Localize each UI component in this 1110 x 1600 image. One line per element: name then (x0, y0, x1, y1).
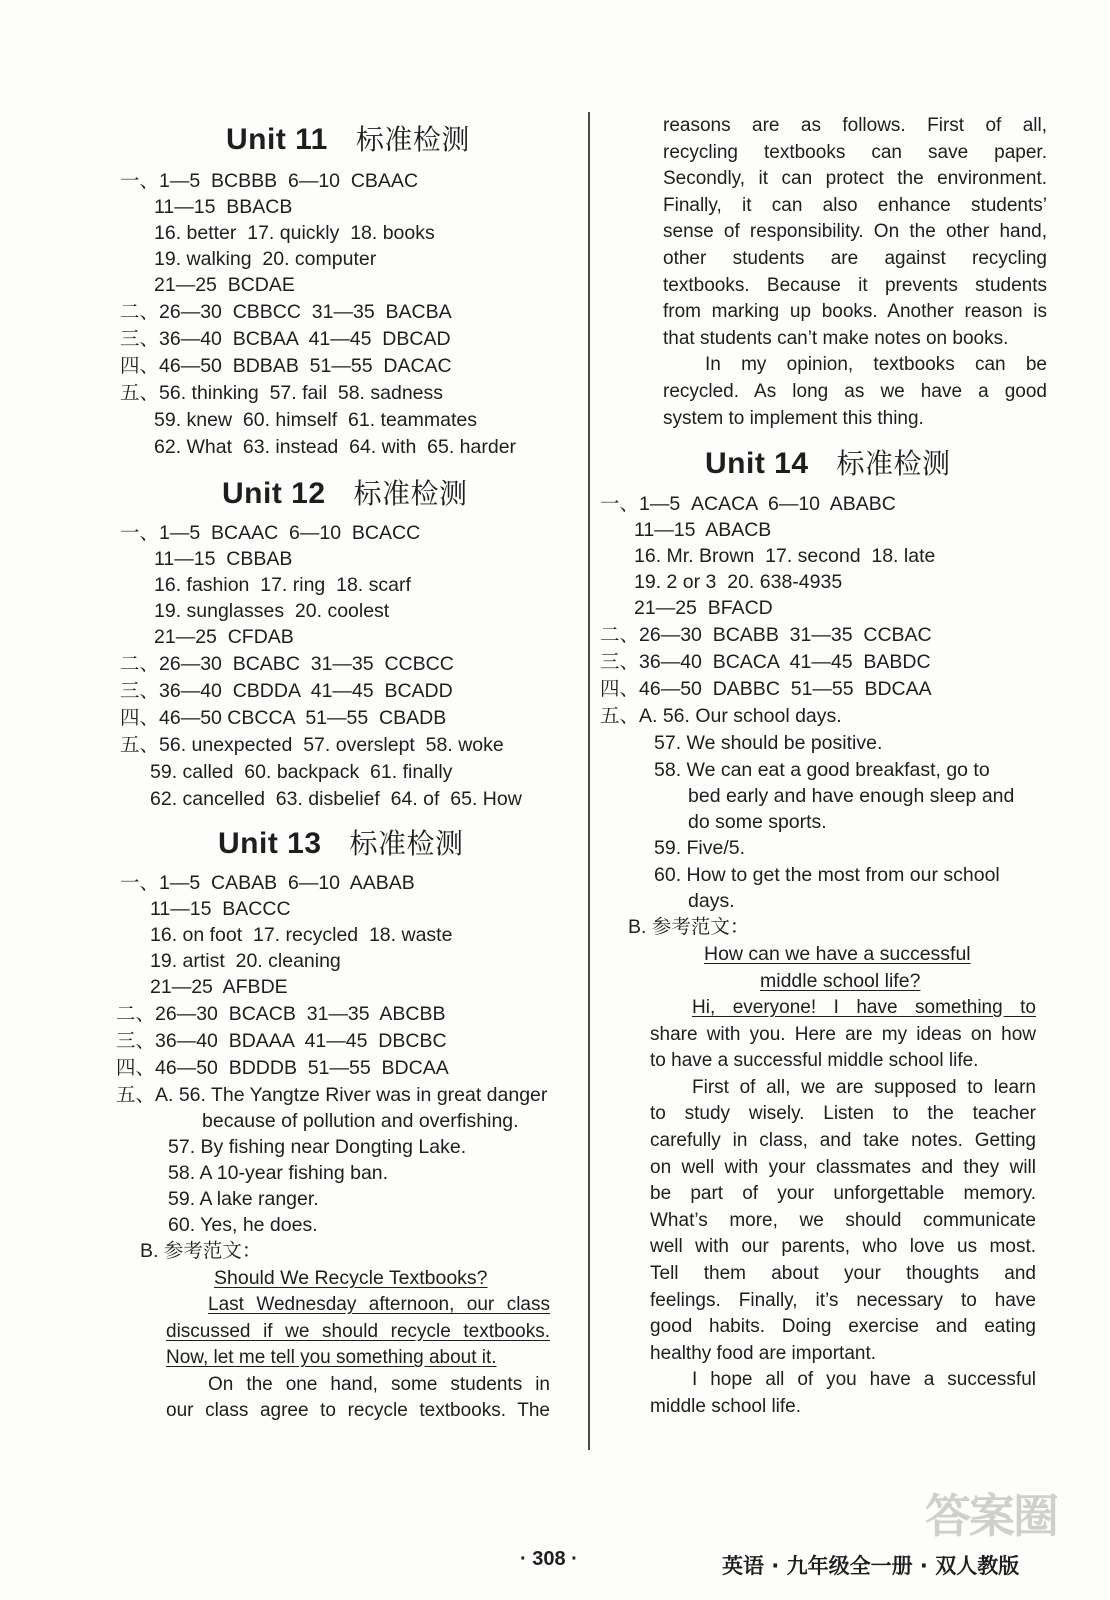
answer-line: 58. A 10-year fishing ban. (168, 1162, 389, 1184)
essay-line: I hope all of you have a successful (692, 1369, 1036, 1391)
answer-line: 11—15 BACCC (150, 898, 291, 920)
answer-line: 五、A. 56. Our school days. (600, 705, 842, 727)
answer-line: 一、1—5 BCBBB 6—10 CBAAC (120, 170, 419, 192)
essay-title: middle school life? (760, 970, 921, 992)
unit12-title: Unit 12 标准检测 (222, 477, 468, 510)
answer-line: days. (688, 890, 735, 912)
unit11-title: Unit 11 标准检测 (226, 123, 470, 156)
essay-label: B. 参考范文： (140, 1240, 262, 1262)
essay-continuation (663, 113, 1047, 432)
essay-title: Should We Recycle Textbooks? (214, 1267, 488, 1289)
answer-line: 58. We can eat a good breakfast, go to (654, 759, 990, 781)
answer-line: 11—15 CBBAB (154, 548, 293, 570)
answer-line: 11—15 ABACB (634, 519, 772, 541)
essay-line: to study wisely. Listen to the teacher (650, 1103, 1036, 1125)
answer-line: 二、26—30 BCABC 31—35 CCBCC (120, 653, 454, 675)
answer-line: 四、46—50 DABBC 51—55 BDCAA (600, 678, 932, 700)
column-divider (588, 112, 590, 1450)
answer-line: 一、1—5 ACACA 6—10 ABABC (600, 493, 896, 515)
answer-line: do some sports. (688, 811, 827, 833)
essay-line: recycled. As long as we have a good (663, 380, 1047, 402)
essay-line: Last Wednesday afternoon, our class (208, 1294, 550, 1315)
answer-line: 16. better 17. quickly 18. books (154, 222, 435, 244)
essay-line: middle school life. (650, 1395, 802, 1417)
answer-line: 三、36—40 BCBAA 41—45 DBCAD (120, 328, 451, 350)
essay-line: Now, let me tell you something about it. (166, 1347, 497, 1369)
answer-line: 62. cancelled 63. disbelief 64. of 65. How (150, 788, 522, 810)
essay-line: on well with your classmates and they will (650, 1156, 1036, 1178)
answer-line: 三、36—40 CBDDA 41—45 BCADD (120, 680, 453, 702)
answer-line: 五、A. 56. The Yangtze River was in great danger (116, 1084, 548, 1106)
essay-line: What’s more, we should communicate (650, 1209, 1036, 1231)
essay-body (650, 995, 1036, 1421)
essay-line: that students can’t make notes on books. (663, 327, 1009, 349)
answer-line: 59. Five/5. (654, 837, 746, 859)
page-number: · 308 · (520, 1548, 578, 1570)
essay-line: discussed if we should recycle textbooks. (166, 1320, 550, 1342)
answer-line: 四、46—50 BDBAB 51—55 DACAC (120, 355, 452, 377)
unit13-title: Unit 13 标准检测 (218, 827, 464, 860)
essay-line: our class agree to recycle textbooks. The (166, 1400, 550, 1422)
answer-line: 19. sunglasses 20. coolest (154, 600, 390, 622)
answer-line: 59. A lake ranger. (168, 1188, 319, 1210)
essay-line: be part of your unforgettable memory. (650, 1183, 1036, 1205)
answer-line: 16. fashion 17. ring 18. scarf (154, 574, 411, 596)
watermark-logo: 答案圈 (925, 1489, 1057, 1543)
answer-line: 57. By fishing near Dongting Lake. (168, 1136, 467, 1158)
essay-line: textbooks. Because it prevents students (663, 274, 1047, 296)
answer-line: 四、46—50 BDDDB 51—55 BDCAA (116, 1057, 449, 1079)
essay-label: B. 参考范文： (628, 916, 750, 938)
essay-line: well with our parents, who love us most. (650, 1236, 1036, 1258)
essay-line: other students are against recycling (663, 247, 1047, 269)
essay-title: How can we have a successful (704, 943, 971, 965)
answer-line: 21—25 AFBDE (150, 976, 288, 998)
answer-line: 四、46—50 CBCCA 51—55 CBADB (120, 707, 447, 729)
unit14-title: Unit 14 标准检测 (705, 447, 951, 480)
answer-line: 16. on foot 17. recycled 18. waste (150, 924, 453, 946)
essay-line: from marking up books. Another reason is (663, 301, 1047, 323)
answer-line: 一、1—5 BCAAC 6—10 BCACC (120, 522, 421, 544)
answer-line: 21—25 CFDAB (154, 626, 294, 648)
essay-line: Finally, it can also enhance students’ (663, 194, 1047, 216)
essay-line: share with you. Here are my ideas on how (650, 1023, 1036, 1045)
book-title: 英语 · 九年级全一册 · 双人教版 (722, 1554, 1020, 1578)
essay-line: reasons are as follows. First of all, (663, 115, 1047, 136)
answer-line: because of pollution and overfishing. (202, 1110, 519, 1132)
essay-line: On the one hand, some students in (208, 1373, 550, 1395)
answer-line: 二、26—30 CBBCC 31—35 BACBA (120, 301, 452, 323)
answer-line: 11—15 BBACB (154, 196, 293, 218)
answer-line: 57. We should be positive. (654, 732, 883, 754)
answer-line: 16. Mr. Brown 17. second 18. late (634, 545, 936, 567)
essay-line: Tell them about your thoughts and (650, 1262, 1036, 1284)
answer-line: 21—25 BFACD (634, 597, 773, 619)
answer-line: 二、26—30 BCACB 31—35 ABCBB (116, 1003, 446, 1025)
answer-line: 59. knew 60. himself 61. teammates (154, 409, 477, 431)
answer-line: 五、56. thinking 57. fail 58. sadness (120, 382, 444, 404)
answer-line: bed early and have enough sleep and (688, 785, 1015, 807)
answer-line: 二、26—30 BCABB 31—35 CCBAC (600, 624, 932, 646)
answer-line: 19. walking 20. computer (154, 248, 377, 270)
answer-line: 三、36—40 BCACA 41—45 BABDC (600, 651, 931, 673)
essay-line: Hi, everyone! I have something to (692, 997, 1036, 1018)
answer-line: 21—25 BCDAE (154, 274, 295, 296)
essay-line: good habits. Doing exercise and eating (650, 1316, 1036, 1338)
essay-line: recycling textbooks can save paper. (663, 141, 1047, 163)
essay-line: Secondly, it can protect the environment. (663, 168, 1047, 190)
essay-body (166, 1292, 550, 1425)
answer-line: 19. artist 20. cleaning (150, 950, 341, 972)
essay-line: healthy food are important. (650, 1342, 877, 1364)
essay-line: In my opinion, textbooks can be (705, 354, 1047, 376)
essay-line: sense of responsibility. On the other hand, (663, 221, 1047, 243)
answer-line: 60. How to get the most from our school (654, 864, 1000, 886)
answer-line: 59. called 60. backpack 61. finally (150, 761, 453, 783)
essay-line: system to implement this thing. (663, 407, 924, 429)
answer-line: 60. Yes, he does. (168, 1214, 318, 1236)
essay-line: First of all, we are supposed to learn (692, 1076, 1036, 1098)
answer-line: 19. 2 or 3 20. 638-4935 (634, 571, 843, 593)
essay-line: carefully in class, and take notes. Getting (650, 1129, 1036, 1151)
answer-line: 五、56. unexpected 57. overslept 58. woke (120, 734, 504, 756)
answer-line: 一、1—5 CABAB 6—10 AABAB (120, 872, 415, 894)
essay-line: feelings. Finally, it’s necessary to have (650, 1289, 1036, 1311)
essay-line: to have a successful middle school life. (650, 1050, 979, 1072)
answer-line: 62. What 63. instead 64. with 65. harder (154, 436, 517, 458)
answer-line: 三、36—40 BDAAA 41—45 DBCBC (116, 1030, 447, 1052)
